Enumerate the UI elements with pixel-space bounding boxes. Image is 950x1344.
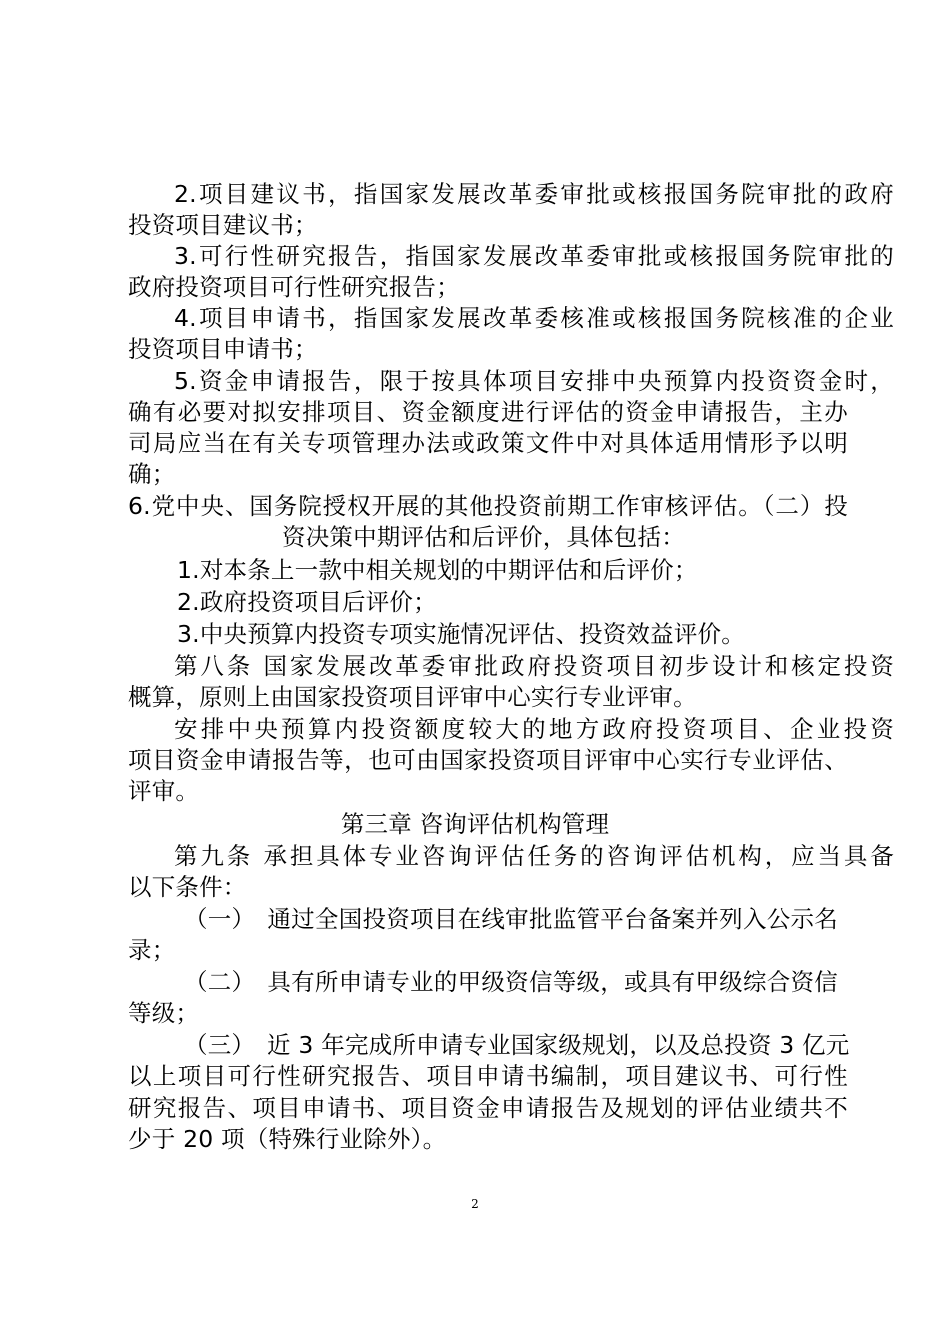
text-line: 政府投资项目可行性研究报告； xyxy=(128,273,460,301)
text-line: 2.项目建议书，指国家发展改革委审批或核报国务院审批的政府 xyxy=(174,180,894,208)
text-line: 确有必要对拟安排项目、资金额度进行评估的资金申请报告，主办 xyxy=(128,398,848,426)
text-line: 资决策中期评估和后评价，具体包括： xyxy=(282,523,685,551)
text-line: 少于 20 项（特殊行业除外）。 xyxy=(128,1125,447,1153)
chapter-heading: 第三章 咨询评估机构管理 xyxy=(340,810,610,838)
text-line: 5.资金申请报告，限于按具体项目安排中央预算内投资资金时， xyxy=(174,367,894,395)
text-line: 第八条 国家发展改革委审批政府投资项目初步设计和核定投资 xyxy=(174,652,894,680)
text-line: 概算，原则上由国家投资项目评审中心实行专业评审。 xyxy=(128,683,697,711)
text-line: 6.党中央、国务院授权开展的其他投资前期工作审核评估。（二）投 xyxy=(128,492,848,520)
text-line: 1.对本条上一款中相关规划的中期评估和后评价； xyxy=(177,556,698,584)
text-line: 安排中央预算内投资额度较大的地方政府投资项目、企业投资 xyxy=(174,715,894,743)
text-line: 司局应当在有关专项管理办法或政策文件中对具体适用情形予以明 xyxy=(128,429,848,457)
text-line: 投资项目建议书； xyxy=(128,211,318,239)
text-line: （一） 通过全国投资项目在线审批监管平台备案并列入公示名 xyxy=(184,905,838,933)
text-line: 项目资金申请报告等，也可由国家投资项目评审中心实行专业评估、 xyxy=(128,746,848,774)
text-line: 评审。 xyxy=(128,777,200,805)
text-line: （三） 近 3 年完成所申请专业国家级规划，以及总投资 3 亿元 xyxy=(184,1031,850,1059)
text-line: 以上项目可行性研究报告、项目申请书编制，项目建议书、可行性 xyxy=(128,1062,848,1090)
text-line: 录； xyxy=(128,936,176,964)
text-line: 2.政府投资项目后评价； xyxy=(177,588,437,616)
text-line: 等级； xyxy=(128,999,200,1027)
text-line: （二） 具有所申请专业的甲级资信等级，或具有甲级综合资信 xyxy=(184,968,838,996)
text-line: 第九条 承担具体专业咨询评估任务的咨询评估机构，应当具备 xyxy=(174,842,894,870)
text-line: 研究报告、项目申请书、项目资金申请报告及规划的评估业绩共不 xyxy=(128,1094,848,1122)
text-line: 确； xyxy=(128,460,176,488)
text-line: 4.项目申请书，指国家发展改革委核准或核报国务院核准的企业 xyxy=(174,304,894,332)
text-line: 投资项目申请书； xyxy=(128,335,318,363)
text-line: 3.中央预算内投资专项实施情况评估、投资效益评价。 xyxy=(177,620,745,648)
text-line: 以下条件： xyxy=(128,873,247,901)
page-number: 2 xyxy=(471,1197,479,1211)
text-line: 3.可行性研究报告，指国家发展改革委审批或核报国务院审批的 xyxy=(174,242,894,270)
